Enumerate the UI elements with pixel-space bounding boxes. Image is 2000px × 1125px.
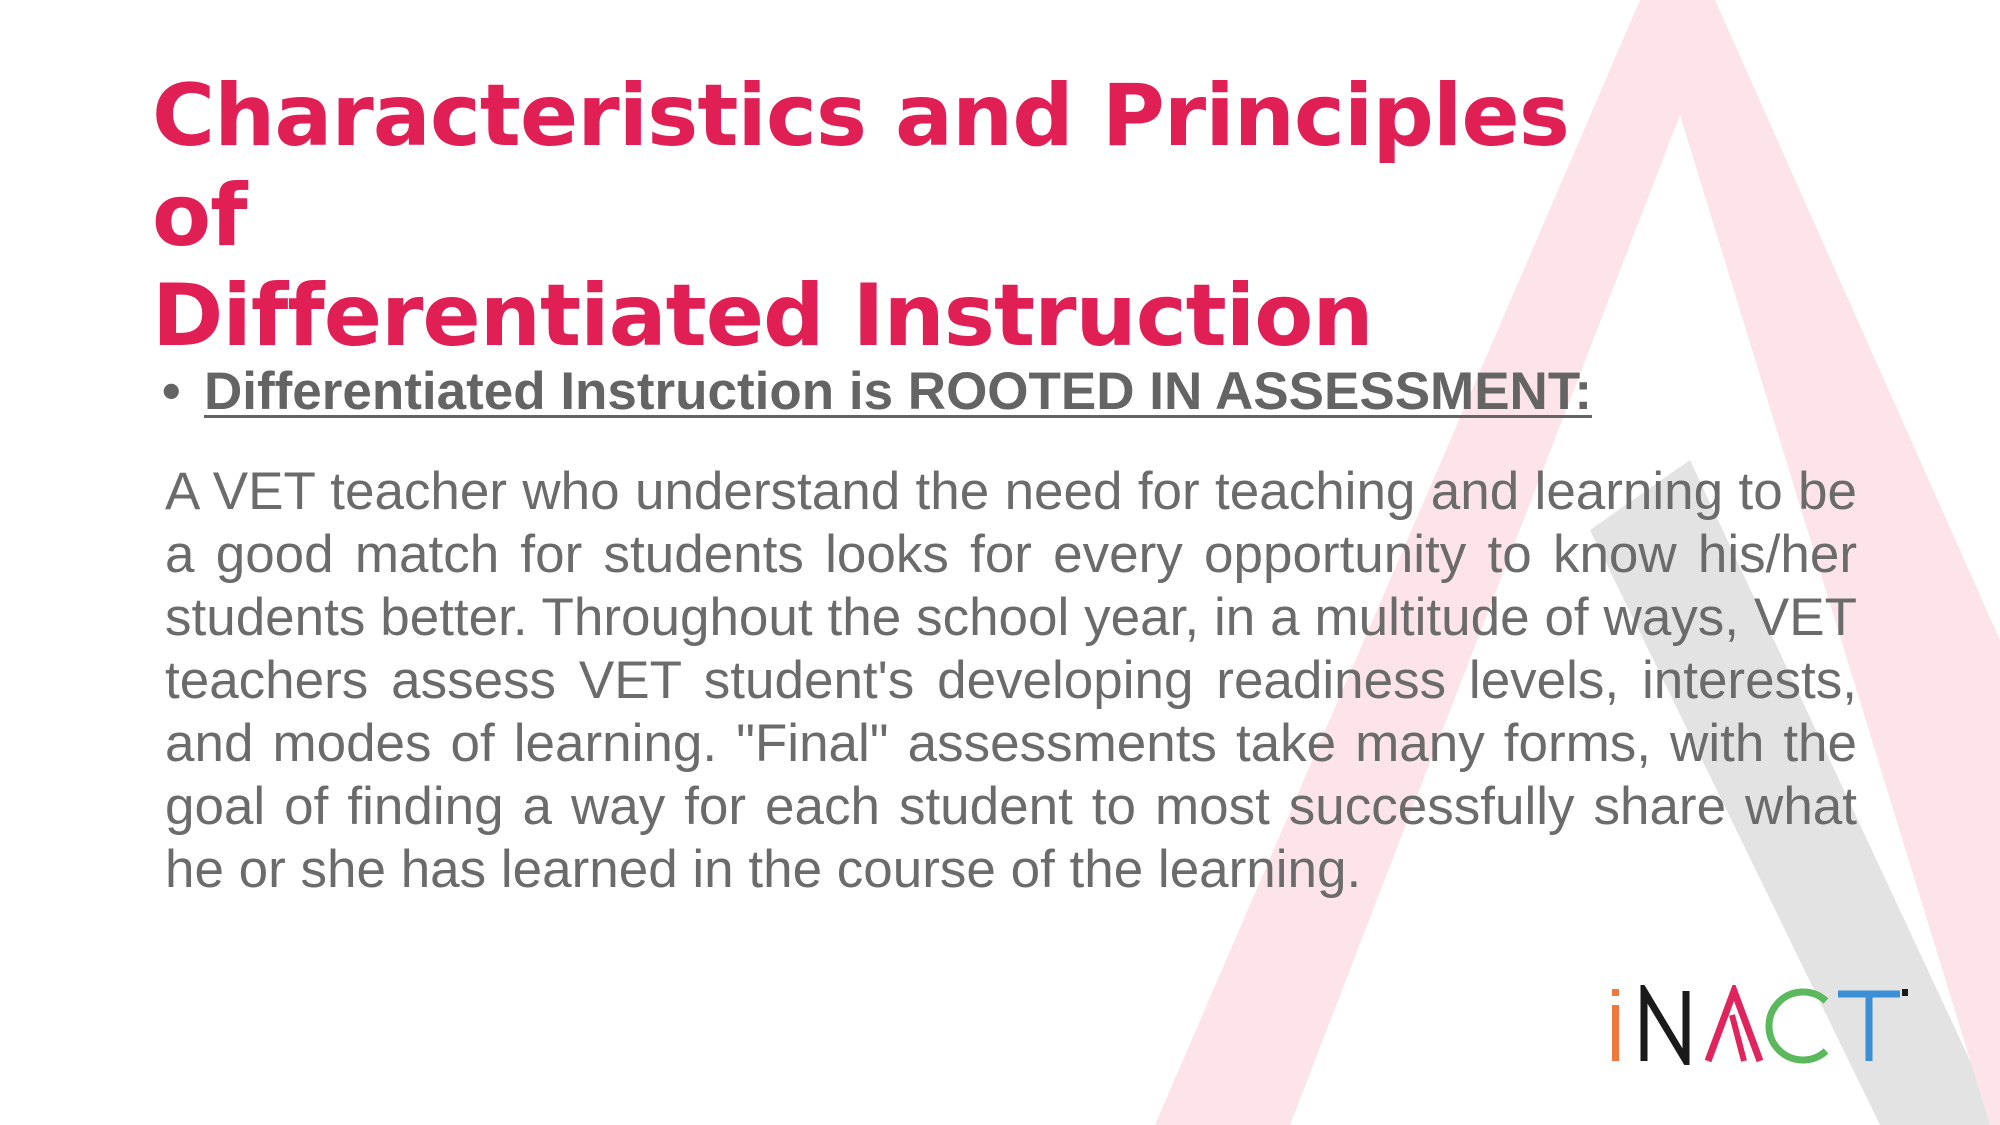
bullet-heading: Differentiated Instruction is ROOTED IN ASSESSMENT: — [204, 362, 1592, 421]
logo-letter-i — [1612, 1005, 1619, 1061]
logo-end-mark — [1902, 989, 1908, 996]
title-line-2: Differentiated Instruction — [152, 266, 1373, 366]
logo-letter-n — [1644, 991, 1686, 1061]
bullet-item — [162, 356, 1722, 428]
logo-letter-c — [1769, 992, 1826, 1060]
title-line-1: Characteristics and Principles of — [152, 66, 1569, 266]
bullet-dot: • — [162, 362, 181, 421]
body-paragraph: A VET teacher who understand the need for teaching and learning to be a good match for students looks for every opportunity to know his/her students better. Throughout the school year, in a multitude of ways, VET teachers assess VET student's developing readiness levels, interests, and modes of learning. "Final" assessments take many forms, with the goal of finding a way for each student to most successfully share what he or she has learned in the course of the learning. — [165, 462, 1857, 899]
logo-letter-i-dot — [1612, 989, 1619, 996]
inact-logo — [1600, 985, 1910, 1065]
slide-title — [152, 66, 1632, 366]
